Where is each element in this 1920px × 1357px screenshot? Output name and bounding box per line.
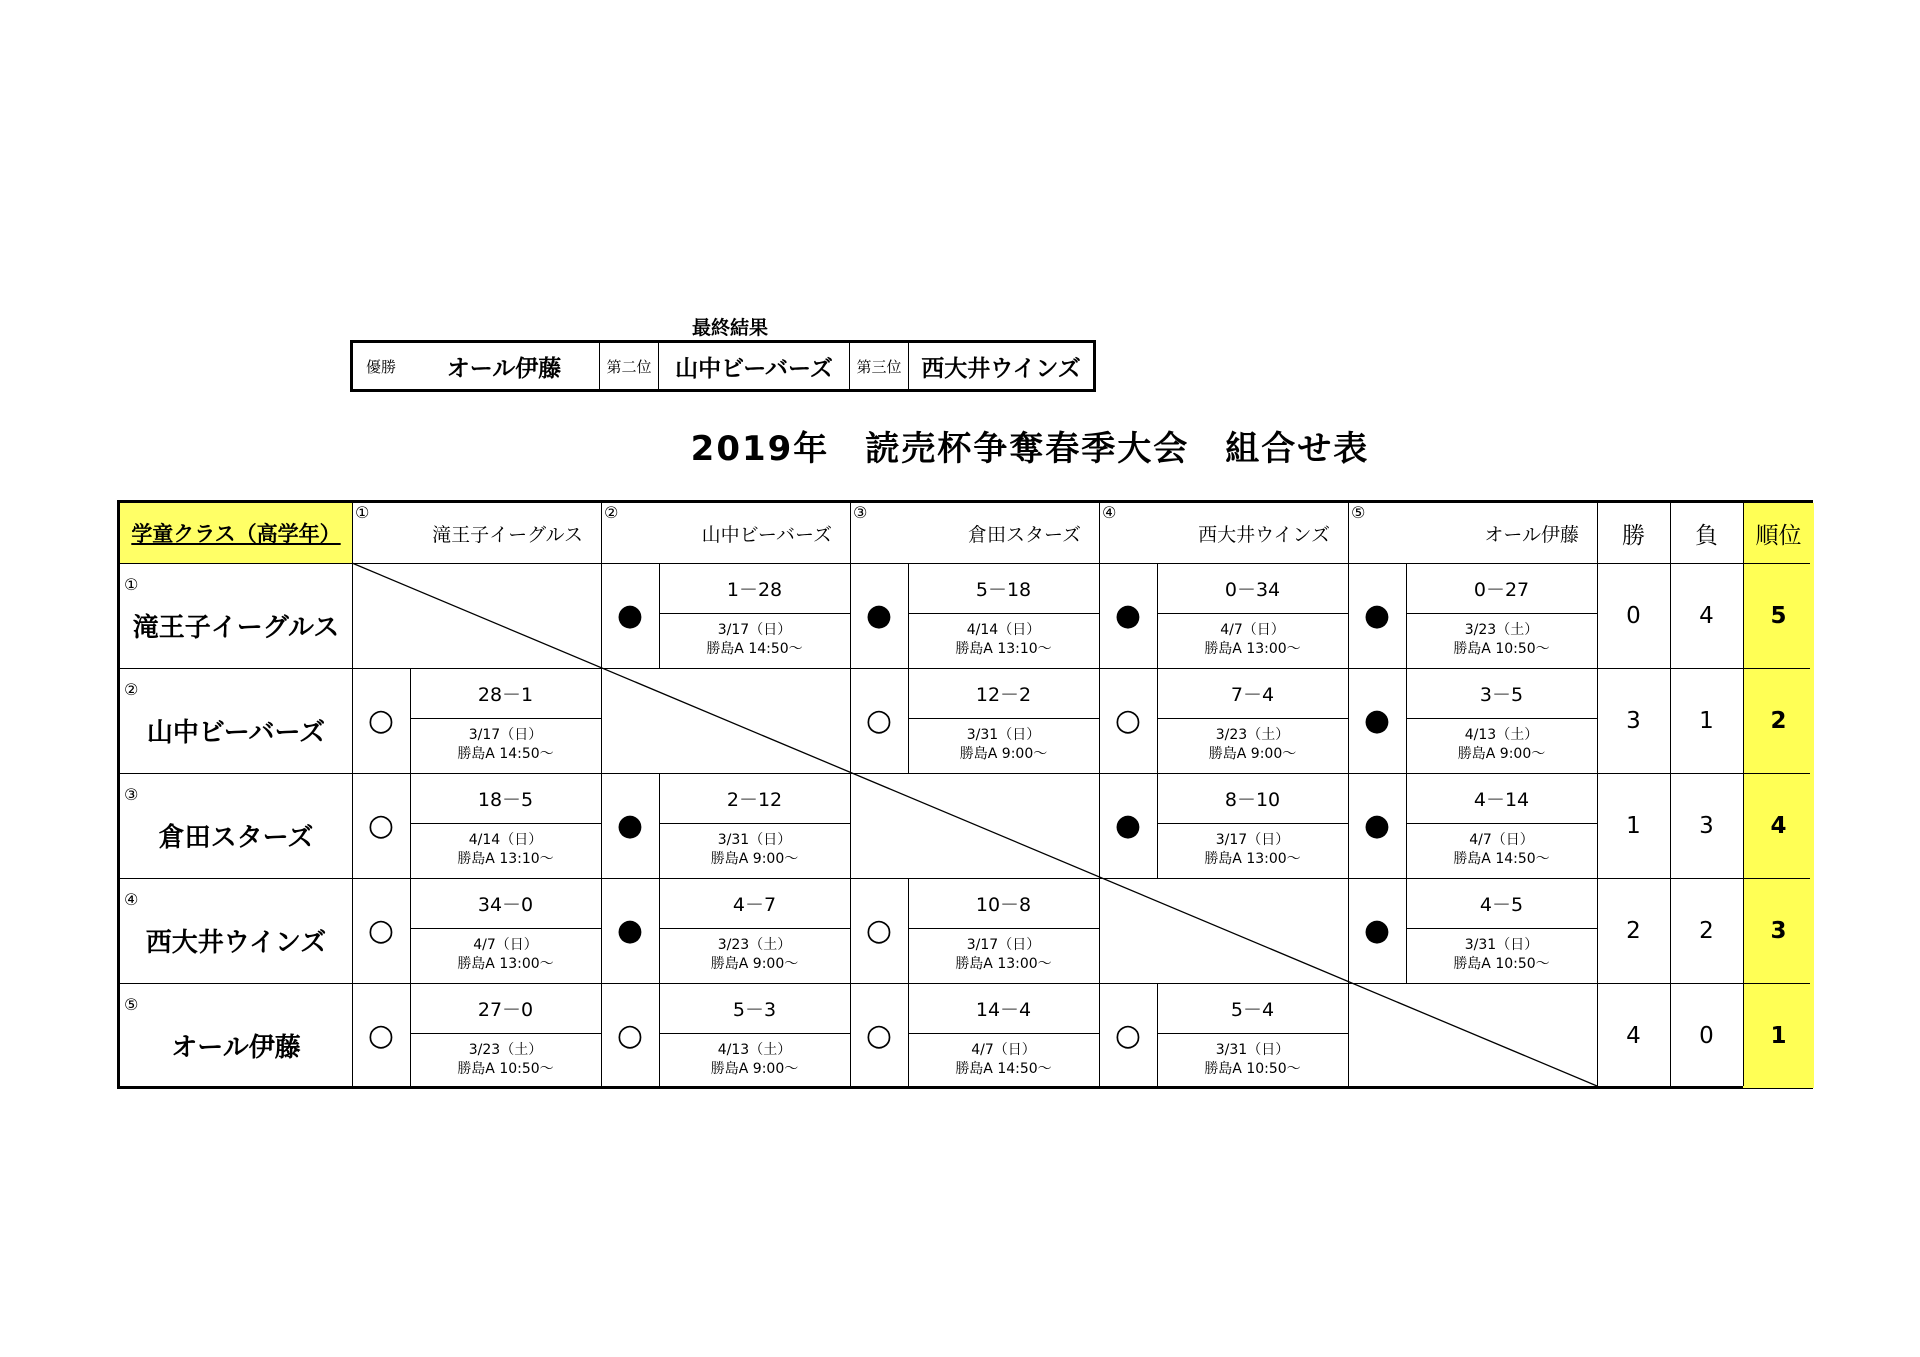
match-venue: 勝島A 10:50～ — [1453, 956, 1550, 972]
win-mark-icon: ○ — [367, 703, 395, 738]
losses-count: 0 — [1699, 1022, 1714, 1049]
column-team-name: 倉田スターズ — [967, 523, 1081, 546]
column-number: ⑤ — [1351, 503, 1366, 522]
page-title: 2019年 読売杯争奪春季大会 組合せ表 — [690, 428, 1370, 469]
third-team: 西大井ウインズ — [921, 355, 1081, 382]
match-date: 4/14（日） — [966, 622, 1041, 638]
win-mark-icon: ○ — [367, 808, 395, 843]
match-score: 27－0 — [477, 998, 534, 1021]
match-score: 0－34 — [1224, 578, 1281, 601]
grid-line — [1406, 878, 1407, 983]
match-score: 4－5 — [1479, 893, 1524, 916]
match-date: 3/17（日） — [468, 727, 543, 743]
match-venue: 勝島A 9:00～ — [710, 1061, 799, 1077]
winner-label: 優勝 — [365, 357, 396, 376]
match-venue: 勝島A 10:50～ — [457, 1061, 554, 1077]
grid-line — [850, 503, 851, 1086]
match-date: 4/7（日） — [473, 937, 538, 953]
match-date: 4/14（日） — [468, 832, 543, 848]
column-number: ③ — [853, 503, 868, 522]
class-label: 学童クラス（高学年） — [120, 503, 352, 563]
second-label: 第二位 — [606, 357, 652, 376]
match-date: 3/23（土） — [1215, 727, 1290, 743]
match-venue: 勝島A 14:50～ — [706, 641, 803, 657]
wins-count: 3 — [1626, 707, 1641, 734]
team-rank: 2 — [1743, 668, 1814, 773]
losses-count: 2 — [1699, 917, 1714, 944]
match-date: 3/31（日） — [1215, 1042, 1290, 1058]
loss-mark-icon: ● — [1114, 598, 1142, 633]
loss-mark-icon: ● — [1363, 703, 1391, 738]
grid-line — [410, 983, 411, 1088]
match-score: 3－5 — [1479, 683, 1524, 706]
grid-line — [1406, 823, 1597, 824]
grid-line — [601, 503, 602, 1086]
win-mark-icon: ○ — [865, 703, 893, 738]
match-score: 12－2 — [975, 683, 1032, 706]
grid-line — [410, 928, 601, 929]
grid-line — [908, 878, 909, 983]
final-result-caption: 最終結果 — [691, 316, 768, 339]
grid-line — [1743, 503, 1744, 1086]
match-venue: 勝島A 14:50～ — [955, 1061, 1052, 1077]
match-score: 18－5 — [477, 788, 534, 811]
match-score: 4－14 — [1473, 788, 1530, 811]
grid-line — [1157, 718, 1348, 719]
row-team-name: 倉田スターズ — [158, 823, 314, 853]
winner-team: オール伊藤 — [446, 355, 562, 382]
grid-line — [908, 563, 909, 668]
grid-line — [659, 613, 850, 614]
match-score: 28－1 — [477, 683, 534, 706]
match-venue: 勝島A 13:10～ — [457, 851, 554, 867]
grid-line — [410, 1033, 601, 1034]
grid-line — [410, 878, 411, 983]
loss-mark-icon: ● — [616, 808, 644, 843]
match-date: 3/17（日） — [1215, 832, 1290, 848]
match-score: 4－7 — [732, 893, 777, 916]
match-score: 7－4 — [1230, 683, 1275, 706]
grid-line — [659, 928, 850, 929]
grid-line — [1670, 503, 1671, 1086]
team-rank: 4 — [1743, 773, 1814, 878]
grid-line — [659, 773, 660, 878]
grid-line — [120, 983, 1810, 984]
row-team-name: 滝王子イーグルス — [132, 613, 340, 643]
loss-mark-icon: ● — [1363, 913, 1391, 948]
grid-line — [410, 773, 411, 878]
losses-count: 3 — [1699, 812, 1714, 839]
column-team-name: 山中ビーバーズ — [701, 523, 832, 546]
win-mark-icon: ○ — [865, 1018, 893, 1053]
wins-count: 4 — [1626, 1022, 1641, 1049]
grid-line — [120, 668, 1810, 669]
losses-count: 4 — [1699, 602, 1714, 629]
column-team-name: オール伊藤 — [1484, 523, 1579, 546]
match-venue: 勝島A 10:50～ — [1453, 641, 1550, 657]
grid-line — [1157, 613, 1348, 614]
match-date: 4/7（日） — [971, 1042, 1036, 1058]
grid-line — [410, 668, 411, 773]
win-mark-icon: ○ — [1114, 1018, 1142, 1053]
grid-line — [1099, 503, 1100, 1086]
grid-line — [410, 823, 601, 824]
match-venue: 勝島A 14:50～ — [457, 746, 554, 762]
grid-line — [908, 928, 1099, 929]
rank-header: 順位 — [1743, 503, 1814, 563]
match-date: 4/13（土） — [1464, 727, 1539, 743]
row-team-name: オール伊藤 — [171, 1033, 301, 1063]
match-date: 3/23（土） — [717, 937, 792, 953]
grid-line — [1157, 563, 1158, 668]
grid-line — [120, 878, 1810, 879]
match-score: 8－10 — [1224, 788, 1281, 811]
grid-line — [1348, 503, 1349, 1086]
match-date: 4/13（土） — [717, 1042, 792, 1058]
grid-line — [908, 613, 1099, 614]
grid-line — [1157, 1033, 1348, 1034]
win-mark-icon: ○ — [367, 913, 395, 948]
match-score: 0－27 — [1473, 578, 1530, 601]
match-venue: 勝島A 9:00～ — [1457, 746, 1546, 762]
win-mark-icon: ○ — [367, 1018, 395, 1053]
grid-line — [1157, 823, 1348, 824]
grid-line — [352, 503, 353, 1086]
column-number: ④ — [1102, 503, 1117, 522]
team-rank: 5 — [1743, 563, 1814, 668]
match-date: 3/23（土） — [468, 1042, 543, 1058]
wins-count: 1 — [1626, 812, 1641, 839]
row-team-name: 山中ビーバーズ — [146, 718, 326, 748]
grid-line — [659, 878, 660, 983]
grid-line — [1406, 773, 1407, 878]
match-venue: 勝島A 13:00～ — [955, 956, 1052, 972]
wins-count: 2 — [1626, 917, 1641, 944]
losses-count: 1 — [1699, 707, 1714, 734]
grid-line — [1406, 928, 1597, 929]
match-date: 3/23（土） — [1464, 622, 1539, 638]
match-venue: 勝島A 9:00～ — [710, 851, 799, 867]
grid-line — [1157, 983, 1158, 1088]
grid-line — [659, 563, 660, 668]
league-table — [117, 500, 1813, 1089]
match-score: 5－18 — [975, 578, 1032, 601]
grid-line — [1406, 718, 1597, 719]
match-venue: 勝島A 13:00～ — [1204, 641, 1301, 657]
grid-line — [410, 718, 601, 719]
wins-header: 勝 — [1622, 522, 1645, 549]
grid-line — [1157, 773, 1158, 878]
loss-mark-icon: ● — [1363, 808, 1391, 843]
match-date: 3/17（日） — [717, 622, 792, 638]
match-venue: 勝島A 10:50～ — [1204, 1061, 1301, 1077]
grid-line — [659, 983, 660, 1088]
team-rank: 1 — [1743, 983, 1814, 1088]
grid-line — [908, 1033, 1099, 1034]
row-number: ② — [124, 680, 139, 699]
row-number: ① — [124, 575, 139, 594]
column-team-name: 西大井ウインズ — [1198, 523, 1330, 546]
grid-line — [908, 983, 909, 1088]
loss-mark-icon: ● — [865, 598, 893, 633]
match-score: 10－8 — [975, 893, 1032, 916]
losses-header: 負 — [1695, 522, 1718, 549]
loss-mark-icon: ● — [1114, 808, 1142, 843]
win-mark-icon: ○ — [616, 1018, 644, 1053]
grid-line — [120, 773, 1810, 774]
column-number: ① — [355, 503, 370, 522]
third-label: 第三位 — [856, 357, 902, 376]
win-mark-icon: ○ — [865, 913, 893, 948]
grid-line — [1406, 563, 1407, 668]
grid-line — [908, 718, 1099, 719]
match-date: 4/7（日） — [1469, 832, 1534, 848]
second-team: 山中ビーバーズ — [675, 355, 833, 382]
match-venue: 勝島A 9:00～ — [959, 746, 1048, 762]
match-venue: 勝島A 14:50～ — [1453, 851, 1550, 867]
match-venue: 勝島A 13:00～ — [1204, 851, 1301, 867]
row-number: ⑤ — [124, 995, 139, 1014]
grid-line — [1157, 668, 1158, 773]
match-date: 3/31（日） — [717, 832, 792, 848]
column-number: ② — [604, 503, 619, 522]
column-team-name: 滝王子イーグルス — [432, 523, 583, 546]
grid-line — [1597, 503, 1598, 1086]
final-result-box — [350, 340, 1096, 392]
loss-mark-icon: ● — [616, 598, 644, 633]
grid-line — [659, 1033, 850, 1034]
grid-line — [659, 823, 850, 824]
grid-line — [1406, 668, 1407, 773]
match-date: 4/7（日） — [1220, 622, 1285, 638]
row-number: ③ — [124, 785, 139, 804]
loss-mark-icon: ● — [616, 913, 644, 948]
match-score: 1－28 — [726, 578, 783, 601]
match-venue: 勝島A 13:10～ — [955, 641, 1052, 657]
match-date: 3/17（日） — [966, 937, 1041, 953]
match-score: 5－4 — [1230, 998, 1275, 1021]
row-number: ④ — [124, 890, 139, 909]
loss-mark-icon: ● — [1363, 598, 1391, 633]
row-team-name: 西大井ウインズ — [145, 928, 327, 958]
team-rank: 3 — [1743, 878, 1814, 983]
grid-line — [1406, 613, 1597, 614]
match-score: 5－3 — [732, 998, 777, 1021]
match-date: 3/31（日） — [1464, 937, 1539, 953]
grid-line — [908, 668, 909, 773]
grid-line — [120, 563, 1810, 564]
match-score: 34－0 — [477, 893, 534, 916]
match-venue: 勝島A 9:00～ — [1208, 746, 1297, 762]
match-date: 3/31（日） — [966, 727, 1041, 743]
wins-count: 0 — [1626, 602, 1641, 629]
match-venue: 勝島A 13:00～ — [457, 956, 554, 972]
match-score: 14－4 — [975, 998, 1032, 1021]
match-score: 2－12 — [726, 788, 783, 811]
win-mark-icon: ○ — [1114, 703, 1142, 738]
match-venue: 勝島A 9:00～ — [710, 956, 799, 972]
